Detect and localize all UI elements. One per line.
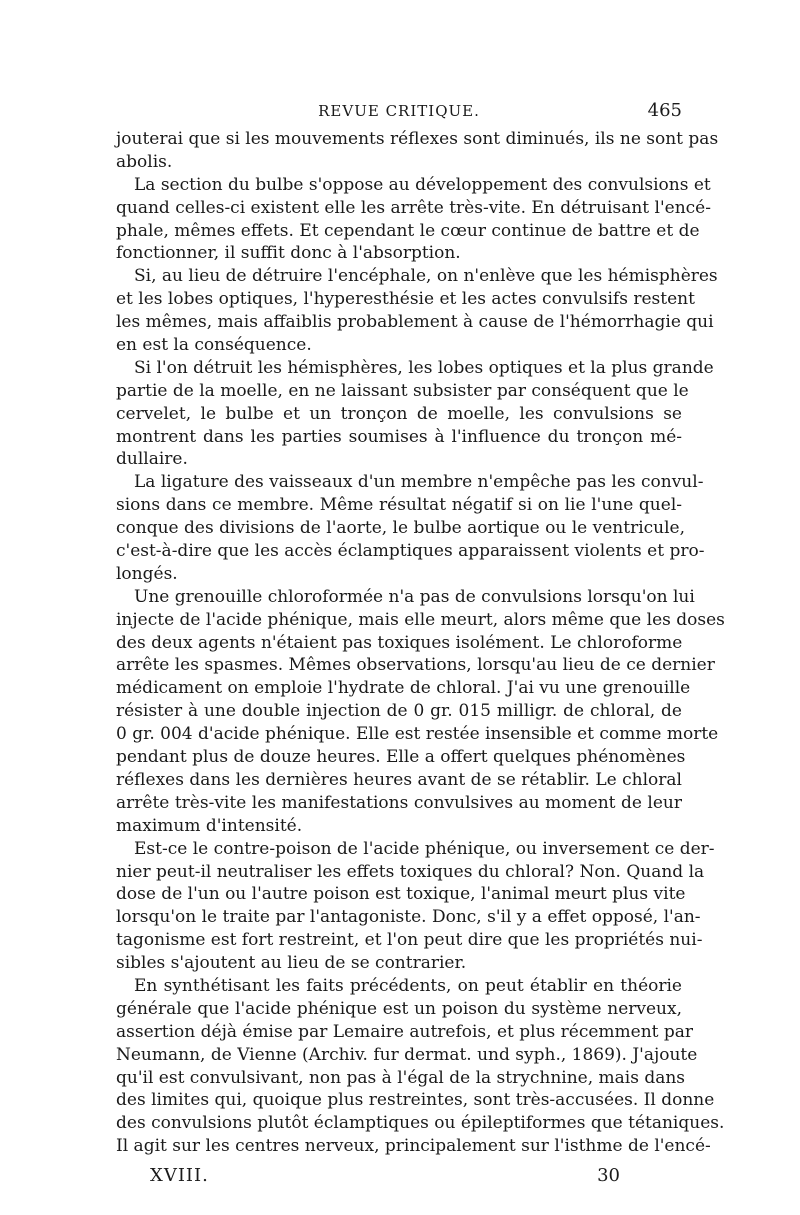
text-line: abolis. — [116, 151, 173, 172]
body-text — [116, 128, 725, 1158]
text-line: maximum d'intensité. — [116, 815, 303, 836]
text-line: montrent dans les parties soumises à l'influence du tronçon mé- — [116, 426, 682, 447]
text-line: conque des divisions de l'aorte, le bulbe aortique ou le ventricule, — [116, 518, 686, 539]
text-line: arrête les spasmes. Mêmes observations, lorsqu'au lieu de ce dernier — [116, 655, 715, 676]
text-line: sions dans ce membre. Même résultat négatif si on lie l'une quel- — [116, 495, 682, 516]
text-line: En synthétisant les faits précédents, on peut établir en théorie — [134, 975, 682, 996]
running-head-title: REVUE CRITIQUE. — [318, 102, 480, 120]
text-line: assertion déjà émise par Lemaire autrefois, et plus récemment par — [116, 1021, 694, 1042]
page-footer — [150, 1165, 620, 1191]
signature-mark: XVIII. — [150, 1165, 209, 1186]
text-line: La ligature des vaisseaux d'un membre n'empêche pas les convul- — [134, 472, 704, 493]
text-line: Est-ce le contre-poison de l'acide phénique, ou inversement ce der- — [134, 838, 715, 859]
text-line: jouterai que si les mouvements réflexes sont diminués, ils ne sont pas — [116, 129, 719, 149]
text-line: partie de la moelle, en ne laissant subsister par conséquent que le — [116, 380, 689, 401]
text-line: Il agit sur les centres nerveux, principalement sur l'isthme de l'encé- — [116, 1136, 711, 1157]
text-line: c'est-à-dire que les accès éclamptiques apparaissent violents et pro- — [116, 541, 705, 562]
running-head — [116, 100, 682, 124]
text-line: quand celles-ci existent elle les arrête très-vite. En détruisant l'encé- — [116, 197, 711, 218]
text-line: Une grenouille chloroformée n'a pas de convulsions lorsqu'on lui — [134, 586, 695, 607]
text-line: arrête très-vite les manifestations convulsives au moment de leur — [116, 792, 682, 813]
text-line: pendant plus de douze heures. Elle a offert quelques phénomènes — [116, 747, 686, 768]
text-line: cervelet, le bulbe et un tronçon de moelle, les convulsions se — [116, 403, 682, 424]
text-line: nier peut-il neutraliser les effets toxiques du chloral? Non. Quand la — [116, 861, 705, 882]
sheet-number: 30 — [597, 1165, 620, 1186]
text-line: en est la conséquence. — [116, 335, 312, 356]
text-line: Si, au lieu de détruire l'encéphale, on n'enlève que les hémisphères — [134, 266, 718, 287]
text-line: Si l'on détruit les hémisphères, les lobes optiques et la plus grande — [134, 357, 714, 378]
text-line: injecte de l'acide phénique, mais elle meurt, alors même que les doses — [116, 609, 725, 630]
text-line: sibles s'ajoutent au lieu de se contrarier. — [116, 953, 467, 974]
text-line: des limites qui, quoique plus restreintes, sont très-accusées. Il donne — [116, 1090, 715, 1111]
text-line: résister à une double injection de 0 gr. 015 milligr. de chloral, de — [116, 701, 682, 722]
text-line: 0 gr. 004 d'acide phénique. Elle est restée insensible et comme morte — [116, 724, 719, 745]
text-line: générale que l'acide phénique est un poison du système nerveux, — [116, 998, 682, 1019]
page-number: 465 — [647, 100, 682, 121]
text-line: La section du bulbe s'oppose au développement des convulsions et — [134, 174, 711, 195]
text-line: les mêmes, mais affaiblis probablement à cause de l'hémorrhagie qui — [116, 312, 714, 333]
text-line: qu'il est convulsivant, non pas à l'égal de la strychnine, mais dans — [116, 1067, 686, 1088]
text-line: longés. — [116, 563, 178, 584]
text-line: des deux agents n'étaient pas toxiques isolément. Le chloroforme — [116, 632, 683, 653]
text-line: et les lobes optiques, l'hyperesthésie et les actes convulsifs restent — [116, 289, 695, 310]
text-line: dose de l'un ou l'autre poison est toxique, l'animal meurt plus vite — [116, 884, 686, 905]
text-line: Neumann, de Vienne (Archiv. fur dermat. und syph., 1869). J'ajoute — [116, 1044, 698, 1065]
text-line: médicament on emploie l'hydrate de chloral. J'ai vu une grenouille — [116, 678, 691, 699]
text-line: lorsqu'on le traite par l'antagoniste. Donc, s'il y a effet opposé, l'an- — [116, 907, 701, 928]
text-line: fonctionner, il suffit donc à l'absorption. — [116, 243, 461, 264]
text-line: tagonisme est fort restreint, et l'on peut dire que les propriétés nui- — [116, 930, 703, 951]
text-line: des convulsions plutôt éclamptiques ou épileptiformes que tétaniques. — [116, 1113, 725, 1134]
text-line: réflexes dans les dernières heures avant de se rétablir. Le chloral — [116, 769, 682, 790]
text-line: phale, mêmes effets. Et cependant le cœur continue de battre et de — [116, 220, 700, 241]
text-line: dullaire. — [116, 449, 188, 470]
